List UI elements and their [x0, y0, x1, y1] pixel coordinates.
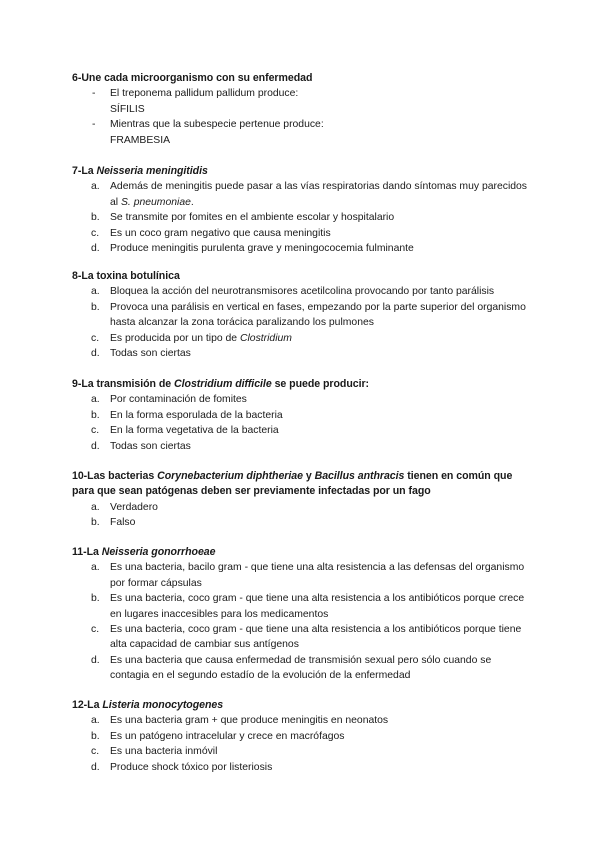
- item-italic: S. pneumoniae: [120, 196, 191, 208]
- list-item: [72, 500, 530, 515]
- list-marker: a.: [91, 715, 100, 727]
- item-text: Se transmite por fomites en el ambiente escolar y hospitalario: [110, 212, 395, 224]
- list-marker: a.: [91, 286, 100, 298]
- list-marker: a.: [91, 181, 100, 193]
- list-marker: a.: [91, 394, 100, 406]
- question-7: [72, 164, 530, 256]
- item-answer: FRAMBESIA: [110, 134, 171, 146]
- list-marker: d.: [91, 243, 100, 255]
- list-item: [72, 241, 530, 256]
- question-11: [72, 545, 530, 684]
- item-text: Por contaminación de fomites: [110, 394, 247, 406]
- list-marker: d.: [91, 654, 100, 666]
- list-item: [72, 744, 530, 759]
- list-item: [72, 346, 530, 361]
- list-marker: c.: [91, 227, 100, 239]
- answer-list: [72, 86, 530, 148]
- item-text: Provoca una parálisis en vertical en fases, empezando por la parte superior del organismo hasta alcanzar la zona torácica paralizando los pulmones: [110, 301, 526, 329]
- item-text: Es una bacteria gram + que produce meningitis en neonatos: [110, 715, 389, 727]
- answer-list: [72, 500, 530, 531]
- list-item: [72, 653, 530, 684]
- item-text: Bloquea la acción del neurotransmisores acetilcolina provocando por tanto parálisis: [110, 286, 495, 298]
- item-text: Es una bacteria que causa enfermedad de transmisión sexual pero sólo cuando se contagia en el segundo estadío de la evolución de la enfermedad: [110, 654, 492, 682]
- item-text: El treponema pallidum pallidum produce:: [110, 88, 299, 100]
- question-title: [72, 469, 530, 500]
- question-8: [72, 269, 530, 361]
- list-item: [72, 226, 530, 241]
- item-text: En la forma vegetativa de la bacteria: [110, 425, 279, 437]
- title-italic: Corynebacterium diphtheriae: [157, 470, 303, 482]
- question-6: [72, 71, 530, 148]
- list-item: [72, 439, 530, 454]
- list-marker: -: [92, 119, 96, 131]
- list-marker: d.: [91, 761, 100, 773]
- title-text: 12-La: [72, 699, 103, 711]
- list-marker: b.: [91, 517, 100, 529]
- title-suffix: tienen en común que para que sean patógenas deben ser previamente infectadas por un fago: [72, 470, 513, 498]
- list-item: [72, 86, 530, 117]
- item-text: Todas son ciertas: [110, 440, 191, 452]
- title-text: 10-Las bacterias: [72, 470, 158, 482]
- question-12: [72, 698, 530, 775]
- list-marker: b.: [91, 301, 100, 313]
- item-text: Es una bacteria, coco gram - que tiene una alta resistencia a los antibióticos porque crece en lugares inaccesibles para los medicamentos: [110, 593, 525, 620]
- list-item: [72, 760, 530, 775]
- question-title: [72, 698, 530, 713]
- item-text: Produce meningitis purulenta grave y meningococemia fulminante: [110, 243, 414, 255]
- list-item: [72, 331, 530, 346]
- item-text: Es una bacteria, coco gram - que tiene una alta resistencia a los antibióticos porque tiene alta capacidad de cambiar sus antígenos: [110, 624, 522, 651]
- list-marker: b.: [91, 593, 100, 605]
- item-text: Es un patógeno intracelular y crece en macrófagos: [110, 730, 345, 742]
- list-marker: a.: [91, 501, 100, 513]
- question-title: [72, 164, 530, 179]
- list-item: [72, 117, 530, 148]
- question-10: [72, 469, 530, 531]
- item-text-end: .: [190, 196, 194, 208]
- title-suffix: se puede producir:: [271, 378, 370, 390]
- list-marker: b.: [91, 409, 100, 421]
- list-item: [72, 729, 530, 744]
- title-italic: Neisseria meningitidis: [96, 165, 208, 177]
- item-text: Es una bacteria, bacilo gram - que tiene una alta resistencia a las defensas del organismo por formar cápsulas: [110, 562, 525, 589]
- title-text: 9-La transmisión de: [72, 378, 175, 390]
- answer-list: [72, 713, 530, 775]
- title-italic: Listeria monocytogenes: [102, 699, 224, 711]
- list-marker: d.: [91, 348, 100, 360]
- item-text: Falso: [110, 517, 136, 529]
- item-text: Es producida por un tipo de: [110, 332, 240, 344]
- title-text: 11-La: [72, 546, 102, 558]
- list-item: [72, 300, 530, 331]
- list-marker: c.: [91, 624, 100, 636]
- list-item: [72, 210, 530, 225]
- answer-list: [72, 179, 530, 256]
- question-title: 8-La toxina botulínica: [72, 270, 180, 282]
- item-text: Produce shock tóxico por listeriosis: [110, 761, 273, 773]
- list-item: [72, 284, 530, 299]
- answer-list: [72, 392, 530, 454]
- list-marker: c.: [91, 746, 100, 758]
- list-item: [72, 408, 530, 423]
- list-marker: a.: [91, 562, 100, 574]
- question-title: [72, 377, 530, 392]
- question-9: [72, 377, 530, 454]
- list-item: [72, 515, 530, 530]
- title-italic: Neisseria gonorrhoeae: [101, 546, 216, 558]
- answer-list: [72, 284, 530, 361]
- item-text: Verdadero: [110, 501, 158, 513]
- item-text: Es una bacteria inmóvil: [110, 746, 218, 758]
- item-text: Además de meningitis puede pasar a las vías respiratorias dando síntomas muy parecidos al: [110, 181, 528, 208]
- list-item: [72, 560, 530, 591]
- item-italic: Clostridium: [239, 332, 292, 344]
- title-mid: y: [302, 470, 315, 482]
- list-item: [72, 713, 530, 728]
- list-marker: c.: [91, 425, 100, 437]
- title-italic-2: Bacillus anthracis: [314, 470, 405, 482]
- list-marker: c.: [91, 332, 100, 344]
- list-item: [72, 392, 530, 407]
- list-item: [72, 622, 530, 653]
- item-answer: SÍFILIS: [110, 103, 145, 115]
- list-item: [72, 179, 530, 210]
- list-item: [72, 591, 530, 622]
- list-marker: d.: [91, 440, 100, 452]
- item-text: Todas son ciertas: [110, 348, 191, 360]
- item-text: Es un coco gram negativo que causa meningitis: [110, 227, 331, 239]
- answer-list: [72, 560, 530, 683]
- title-text: 7-La: [72, 165, 97, 177]
- list-item: [72, 423, 530, 438]
- question-title: [72, 545, 530, 560]
- list-marker: -: [92, 88, 96, 100]
- item-text: En la forma esporulada de la bacteria: [110, 409, 283, 421]
- question-title: 6-Une cada microorganismo con su enfermedad: [72, 72, 313, 84]
- title-italic: Clostridium difficile: [174, 378, 272, 390]
- item-text: Mientras que la subespecie pertenue produce:: [110, 119, 324, 131]
- list-marker: b.: [91, 212, 100, 224]
- list-marker: b.: [91, 730, 100, 742]
